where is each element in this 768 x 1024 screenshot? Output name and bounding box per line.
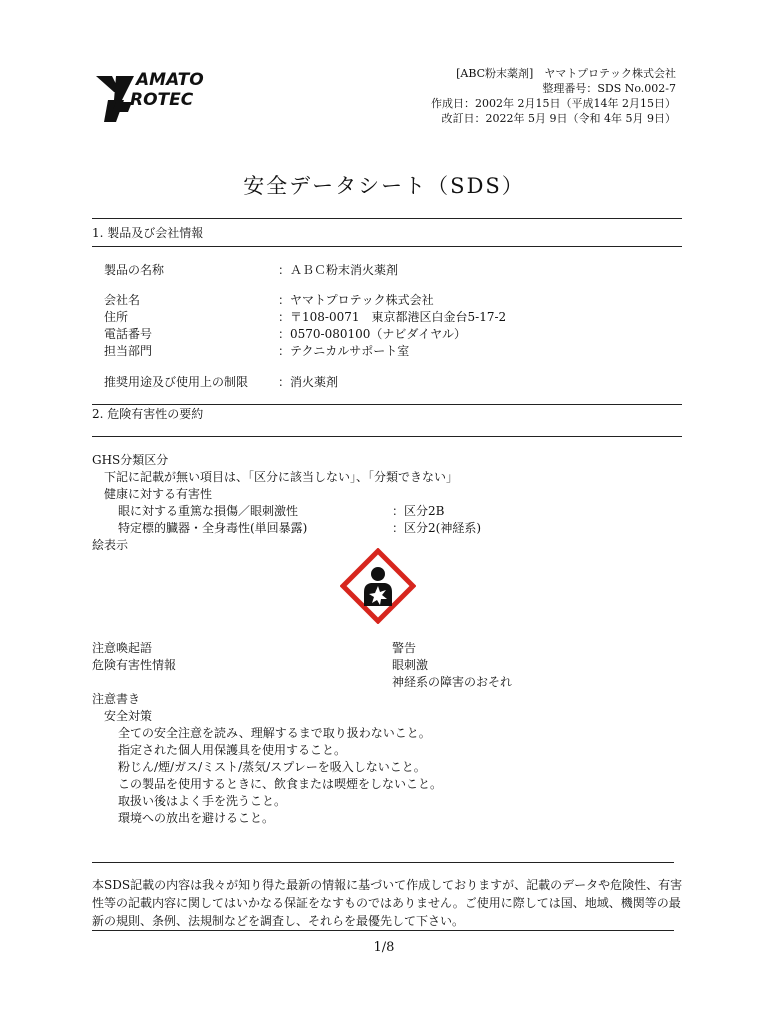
address-value: ：〒108-0071 東京都港区白金台5-17-2 [278,310,507,324]
signal-word-label: 注意喚起語 [92,641,153,655]
product-name-value: ：ＡＢＣ粉末消火薬剤 [278,263,399,277]
safety-item: この製品を使用するときに、飲食または喫煙をしないこと。 [118,777,443,791]
disclaimer-bottom-rule [92,930,674,931]
document-title: 安全データシート（SDS） [243,174,525,198]
department-label: 担当部門 [104,344,153,358]
product-name-label: 製品の名称 [104,263,165,277]
eye-hazard-label: 眼に対する重篤な損傷／眼刺激性 [118,504,299,518]
section2-heading: 2. 危険有害性の要約 [92,407,204,421]
safety-item: 粉じん/煙/ガス/ミスト/蒸気/スプレーを吸入しないこと。 [118,760,426,774]
section2-top-rule [92,404,682,405]
section1-bottom-rule [92,246,682,247]
section2-bottom-rule [92,436,682,437]
hazard-info-label: 危険有害性情報 [92,658,177,672]
precaution-label: 注意書き [92,692,141,706]
ghs-health-hazard-icon [340,548,416,624]
document-header-info [431,66,676,126]
address-label: 住所 [104,310,129,324]
safety-item: 環境への放出を避けること。 [118,811,275,825]
safety-item: 取扱い後はよく手を洗うこと。 [118,794,287,808]
recommended-use-label: 推奨用途及び使用上の制限 [104,375,249,389]
safety-measures-label: 安全対策 [104,709,153,723]
safety-item: 全ての安全注意を読み、理解するまで取り扱わないこと。 [118,726,431,740]
header-created-date: 作成日：2002年 2月15日（平成14年 2月15日） [431,97,676,110]
department-value: ：テクニカルサポート室 [278,344,410,358]
header-reference-number: 整理番号：SDS No.002-7 [542,82,676,95]
eye-hazard-value: ：区分2B [392,504,445,518]
logo-text-line2: ROTEC [130,90,194,110]
organ-toxicity-value: ：区分2(神経系) [392,521,481,535]
phone-label: 電話番号 [104,327,153,341]
section1-heading: 1. 製品及び会社情報 [92,226,204,240]
signal-word-value: 警告 [392,641,417,655]
company-logo [94,70,244,130]
health-hazard-title: 健康に対する有害性 [104,487,213,501]
header-product-company: [ABC粉末薬剤] ヤマトプロテック株式会社 [456,67,676,80]
page-number: 1/8 [373,940,395,955]
hazard-info-item: 眼刺激 [392,658,429,672]
disclaimer-text: 本SDS記載の内容は我々が知り得た最新の情報に基づいて作成しておりますが、記載のデータや危険性、有害性等の記載内容に関してはいかなる保証をなすものではありません。ご使用に際しては国、地域、機関等の最新の規則、条例、法規制などを調査し、それらを最優先して下さい。 [92,878,683,928]
logo-text-line1: AMATO [136,70,204,90]
ghs-classification-title: GHS分類区分 [92,453,169,467]
disclaimer-top-rule [92,862,674,863]
section1-top-rule [92,218,682,219]
phone-value: ：0570-080100（ナビダイヤル） [278,327,467,341]
organ-toxicity-label: 特定標的臓器・全身毒性(単回暴露) [118,521,308,535]
company-name-value: ：ヤマトプロテック株式会社 [278,293,434,307]
pictogram-label: 絵表示 [92,538,129,552]
safety-item: 指定された個人用保護具を使用すること。 [118,743,347,757]
company-name-label: 会社名 [104,293,141,307]
recommended-use-value: ：消火薬剤 [278,375,339,389]
header-revised-date: 改訂日：2022年 5月 9日（令和 4年 5月 9日） [441,112,676,125]
hazard-info-item: 神経系の障害のおそれ [392,675,513,689]
ghs-classification-note: 下記に記載が無い項目は、「区分に該当しない」、「分類できない」 [104,470,459,484]
